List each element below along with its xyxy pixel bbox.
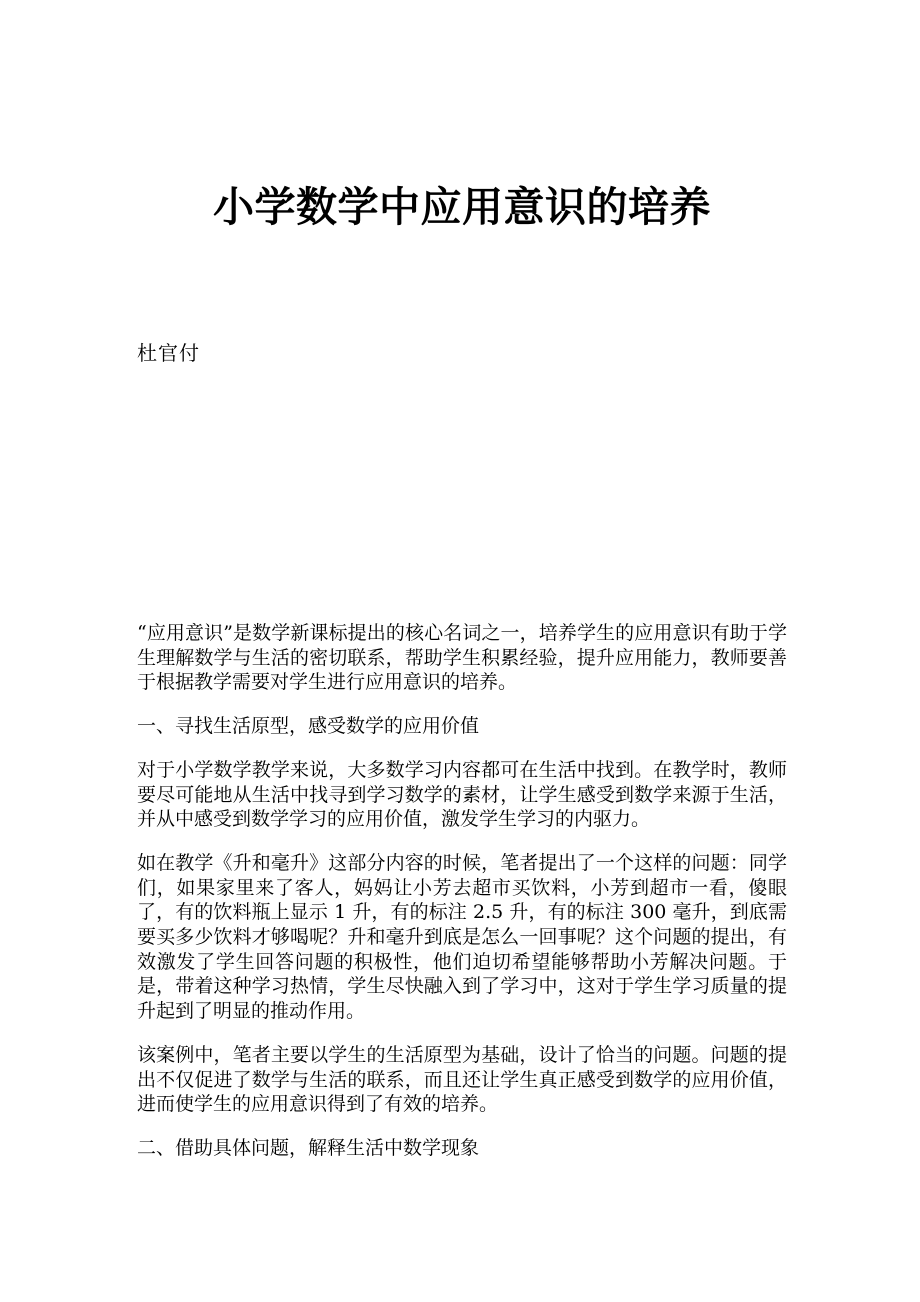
document-body bbox=[137, 621, 787, 1161]
section-heading-2: 二、借助具体问题，解释生活中数学现象 bbox=[137, 1136, 480, 1159]
paragraph: 该案例中，笔者主要以学生的生活原型为基础，设计了恰当的问题。问题的提出不仅促进了数学与生活的联系，而且还让学生真正感受到数学的应用价值，进而使学生的应用意识得到了有效的培养。 bbox=[137, 1043, 787, 1116]
document-title: 小学数学中应用意识的培养 bbox=[213, 183, 711, 231]
document-content bbox=[0, 183, 920, 1161]
author-name: 杜官付 bbox=[137, 341, 200, 365]
paragraph-intro: “应用意识”是数学新课标提出的核心名词之一，培养学生的应用意识有助于学生理解数学与生活的密切联系，帮助学生积累经验，提升应用能力，教师要善于根据教学需要对学生进行应用意识的培养。 bbox=[137, 622, 787, 694]
paragraph: 如在教学《升和毫升》这部分内容的时候，笔者提出了一个这样的问题：同学们，如果家里来了客人，妈妈让小芳去超市买饮料，小芳到超市一看，傻眼了，有的饮料瓶上显示 1 升，有的标注 2.5 升，有的标注 300 毫升，到底需要买多少饮料才够喝呢？升和毫升到底是怎么一回事呢？这个问题的提出，有效激发了学生回答问题的积极性，他们迫切希望能够帮助小芳解决问题。于是，带着这种学习热情，学生尽快融入到了学习中，这对于学生学习质量的提升起到了明显的推动作用。 bbox=[137, 851, 787, 1023]
section-heading-1: 一、寻找生活原型，感受数学的应用价值 bbox=[137, 715, 480, 738]
paragraph: 对于小学数学教学来说，大多数学习内容都可在生活中找到。在教学时，教师要尽可能地从生活中找寻到学习数学的素材，让学生感受到数学来源于生活，并从中感受到数学学习的应用价值，激发学生学习的内驱力。 bbox=[137, 758, 787, 831]
